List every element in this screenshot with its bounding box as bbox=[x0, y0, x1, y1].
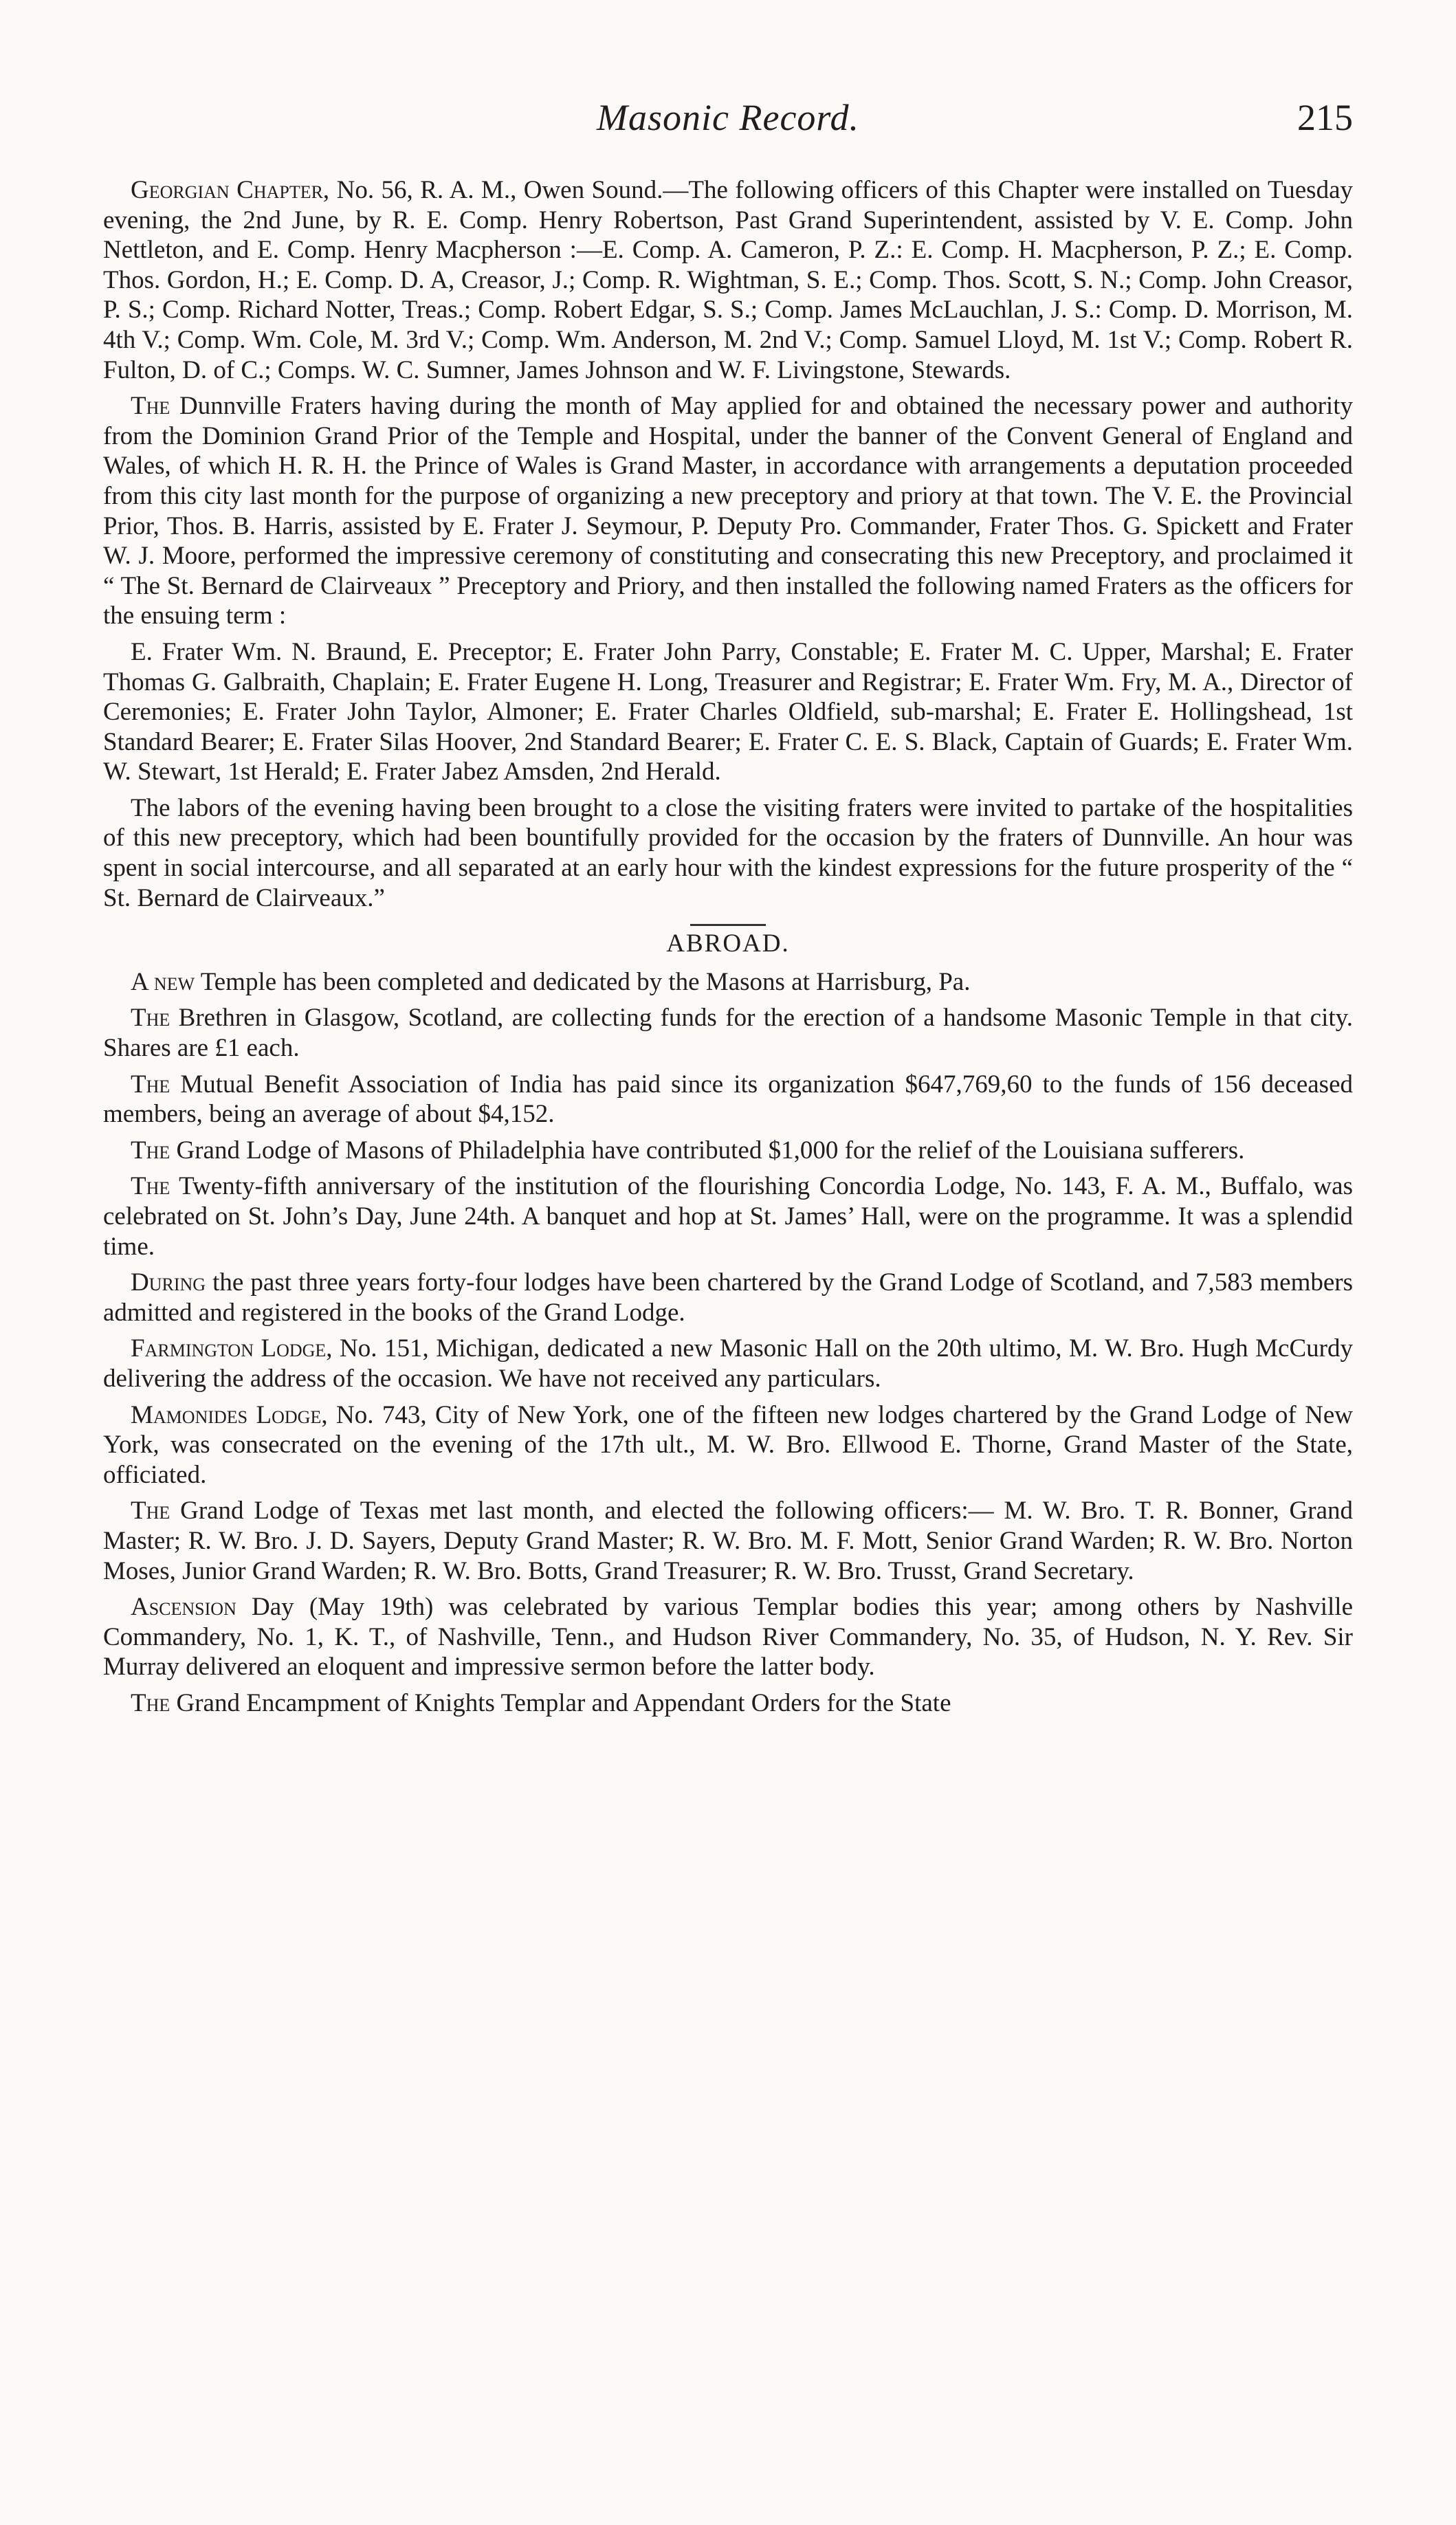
paragraph bbox=[103, 1688, 1353, 1719]
paragraph-text: Temple has been completed and dedicated by the Masons at Harrisburg, Pa. bbox=[195, 967, 971, 996]
paragraph-text: E. Frater Wm. N. Braund, E. Preceptor; E. Frater John Parry, Constable; E. Frater M. C. Upper, Marshal; E. Frater Thomas G. Galbraith, Chaplain; E. Frater Eugene H. Long, Treasurer and Registrar; E. Frater Wm. Fry, M. A., Director of Ceremonies; E. Frater John Taylor, Almoner; E. Frater Charles Oldfield, sub-marshal; E. Frater E. Hollingshead, 1st Standard Bearer; E. Frater Silas Hoover, 2nd Standard Bearer; E. Frater C. E. S. Black, Captain of Guards; E. Frater Wm. W. Stewart, 1st Herald; E. Frater Jabez Amsden, 2nd Herald. bbox=[103, 637, 1353, 786]
paragraph bbox=[103, 1268, 1353, 1327]
paragraph bbox=[103, 1496, 1353, 1586]
page-header bbox=[103, 96, 1353, 144]
paragraph bbox=[103, 793, 1353, 913]
paragraph-text: Dunnville Fraters having during the month of May applied for and obtained the necessary power and authority from the Dominion Grand Prior of the Temple and Hospital, under the banner of the Convent General of England and Wales, of which H. R. H. the Prince of Wales is Grand Master, in accordance with arrangements a deputation proceeded from this city last month for the purpose of organizing a new preceptory and priory at that town. The V. E. the Provincial Prior, Thos. B. Harris, assisted by E. Frater J. Seymour, P. Deputy Pro. Commander, Frater Thos. G. Spickett and Frater W. J. Moore, performed the impressive ceremony of constituting and consecrating this new Preceptory, and proclaimed it “ The St. Bernard de Clairveaux ” Preceptory and Priory, and then installed the following named Fraters as the officers for the ensuing term : bbox=[103, 392, 1353, 630]
paragraph bbox=[103, 175, 1353, 385]
paragraph-lead: Ascension bbox=[131, 1593, 236, 1622]
paragraph-text: the past three years forty-four lodges have been chartered by the Grand Lodge of Scotland, and 7,583 members admitted and registered in the books of the Grand Lodge. bbox=[103, 1268, 1353, 1327]
paragraph-lead: The bbox=[131, 1136, 170, 1165]
abroad-section bbox=[103, 967, 1353, 1719]
paragraph-text: No. 151, Michigan, dedicated a new Masonic Hall on the 20th ultimo, M. W. Bro. Hugh McCurdy delivering the address of the occasion. We have not received any particulars. bbox=[103, 1334, 1353, 1393]
paragraph bbox=[103, 1334, 1353, 1393]
paragraph-text: Twenty-fifth anniversary of the institution of the flourishing Concordia Lodge, No. 143, F. A. M., Buffalo, was celebrated on St. John’s Day, June 24th. A banquet and hop at St. James’ Hall, were on the programme. It was a splendid time. bbox=[103, 1172, 1353, 1261]
paragraph bbox=[103, 1400, 1353, 1490]
paragraph bbox=[103, 967, 1353, 997]
article-body bbox=[103, 175, 1353, 1725]
paragraph-lead: The bbox=[131, 1688, 170, 1717]
paragraph-lead: The bbox=[131, 1070, 170, 1099]
paragraph-lead: During bbox=[131, 1268, 206, 1297]
paragraph-text: Grand Lodge of Texas met last month, and elected the following officers:— M. W. Bro. T. R. Bonner, Grand Master; R. W. Bro. J. D. Sayers, Deputy Grand Master; R. W. Bro. M. F. Mott, Senior Grand Warden; R. W. Bro. Norton Moses, Junior Grand Warden; R. W. Bro. Botts, Grand Treasurer; R. W. Bro. Trusst, Grand Secretary. bbox=[103, 1497, 1353, 1585]
paragraph-text: The labors of the evening having been brought to a close the visiting fraters were invited to partake of the hospitalities of this new preceptory, which had been bountifully provided for the occasion by the fraters of Dunnville. An hour was spent in social intercourse, and all separated at an early hour with the kindest expressions for the future prosperity of the “ St. Bernard de Clairveaux.” bbox=[103, 793, 1353, 912]
paragraph bbox=[103, 1136, 1353, 1166]
section-heading: ABROAD. bbox=[666, 929, 790, 958]
page-number: 215 bbox=[1297, 97, 1353, 138]
paragraph bbox=[103, 1070, 1353, 1129]
paragraph bbox=[103, 391, 1353, 631]
paragraph-text: Mutual Benefit Association of India has paid since its organization $647,769,60 to the funds of 156 deceased members, being an average of about $4,152. bbox=[103, 1070, 1353, 1129]
paragraph-lead: The bbox=[131, 1004, 170, 1033]
paragraph bbox=[103, 637, 1353, 787]
paragraph-text: Brethren in Glasgow, Scotland, are collecting funds for the erection of a handsome Masonic Temple in that city. Shares are £1 each. bbox=[103, 1004, 1353, 1063]
paragraph-lead: The bbox=[131, 1497, 170, 1525]
paragraph-text: Grand Lodge of Masons of Philadelphia have contributed $1,000 for the relief of the Louisiana sufferers. bbox=[170, 1136, 1245, 1165]
paragraph-lead: Farmington Lodge, bbox=[131, 1334, 333, 1363]
paragraph bbox=[103, 1003, 1353, 1063]
paragraph-lead: Georgian Chapter, bbox=[131, 176, 330, 204]
running-title: Masonic Record. bbox=[597, 97, 859, 138]
paragraph-text: Grand Encampment of Knights Templar and Appendant Orders for the State bbox=[170, 1688, 951, 1717]
paragraph bbox=[103, 1171, 1353, 1261]
paragraph-lead: The bbox=[131, 392, 170, 421]
section-divider bbox=[690, 924, 766, 926]
paragraph-lead: The bbox=[131, 1172, 170, 1201]
paragraph-lead: A new bbox=[131, 967, 195, 996]
paragraph-text: Day (May 19th) was celebrated by various Templar bodies this year; among others by Nashville Commandery, No. 1, K. T., of Nashville, Tenn., and Hudson River Commandery, No. 35, of Hudson, N. Y. Rev. Sir Murray delivered an eloquent and impressive sermon before the latter body. bbox=[103, 1593, 1353, 1682]
paragraph-lead: Mamonides Lodge, bbox=[131, 1400, 328, 1429]
paragraph-text: No. 56, R. A. M., Owen Sound.—The following officers of this Chapter were installed on Tuesday evening, the 2nd June, by R. E. Comp. Henry Robertson, Past Grand Superintendent, assisted by V. E. Comp. John Nettleton, and E. Comp. Henry Macpherson :—E. Comp. A. Cameron, P. Z.: E. Comp. H. Macpherson, P. Z.; E. Comp. Thos. Gordon, H.; E. Comp. D. A, Creasor, J.; Comp. R. Wightman, S. E.; Comp. Thos. Scott, S. N.; Comp. John Creasor, P. S.; Comp. Richard Notter, Treas.; Comp. Robert Edgar, S. S.; Comp. James McLauchlan, J. S.: Comp. D. Morrison, M. 4th V.; Comp. Wm. Cole, M. 3rd V.; Comp. Wm. Anderson, M. 2nd V.; Comp. Samuel Lloyd, M. 1st V.; Comp. Robert R. Fulton, D. of C.; Comps. W. C. Sumner, James Johnson and W. F. Livingstone, Stewards. bbox=[103, 176, 1353, 384]
paragraph bbox=[103, 1592, 1353, 1682]
paragraph-text: No. 743, City of New York, one of the fifteen new lodges chartered by the Grand Lodge of New York, was consecrated on the evening of the 17th ult., M. W. Bro. Ellwood E. Thorne, Grand Master of the State, officiated. bbox=[103, 1400, 1353, 1489]
top-section bbox=[103, 175, 1353, 913]
